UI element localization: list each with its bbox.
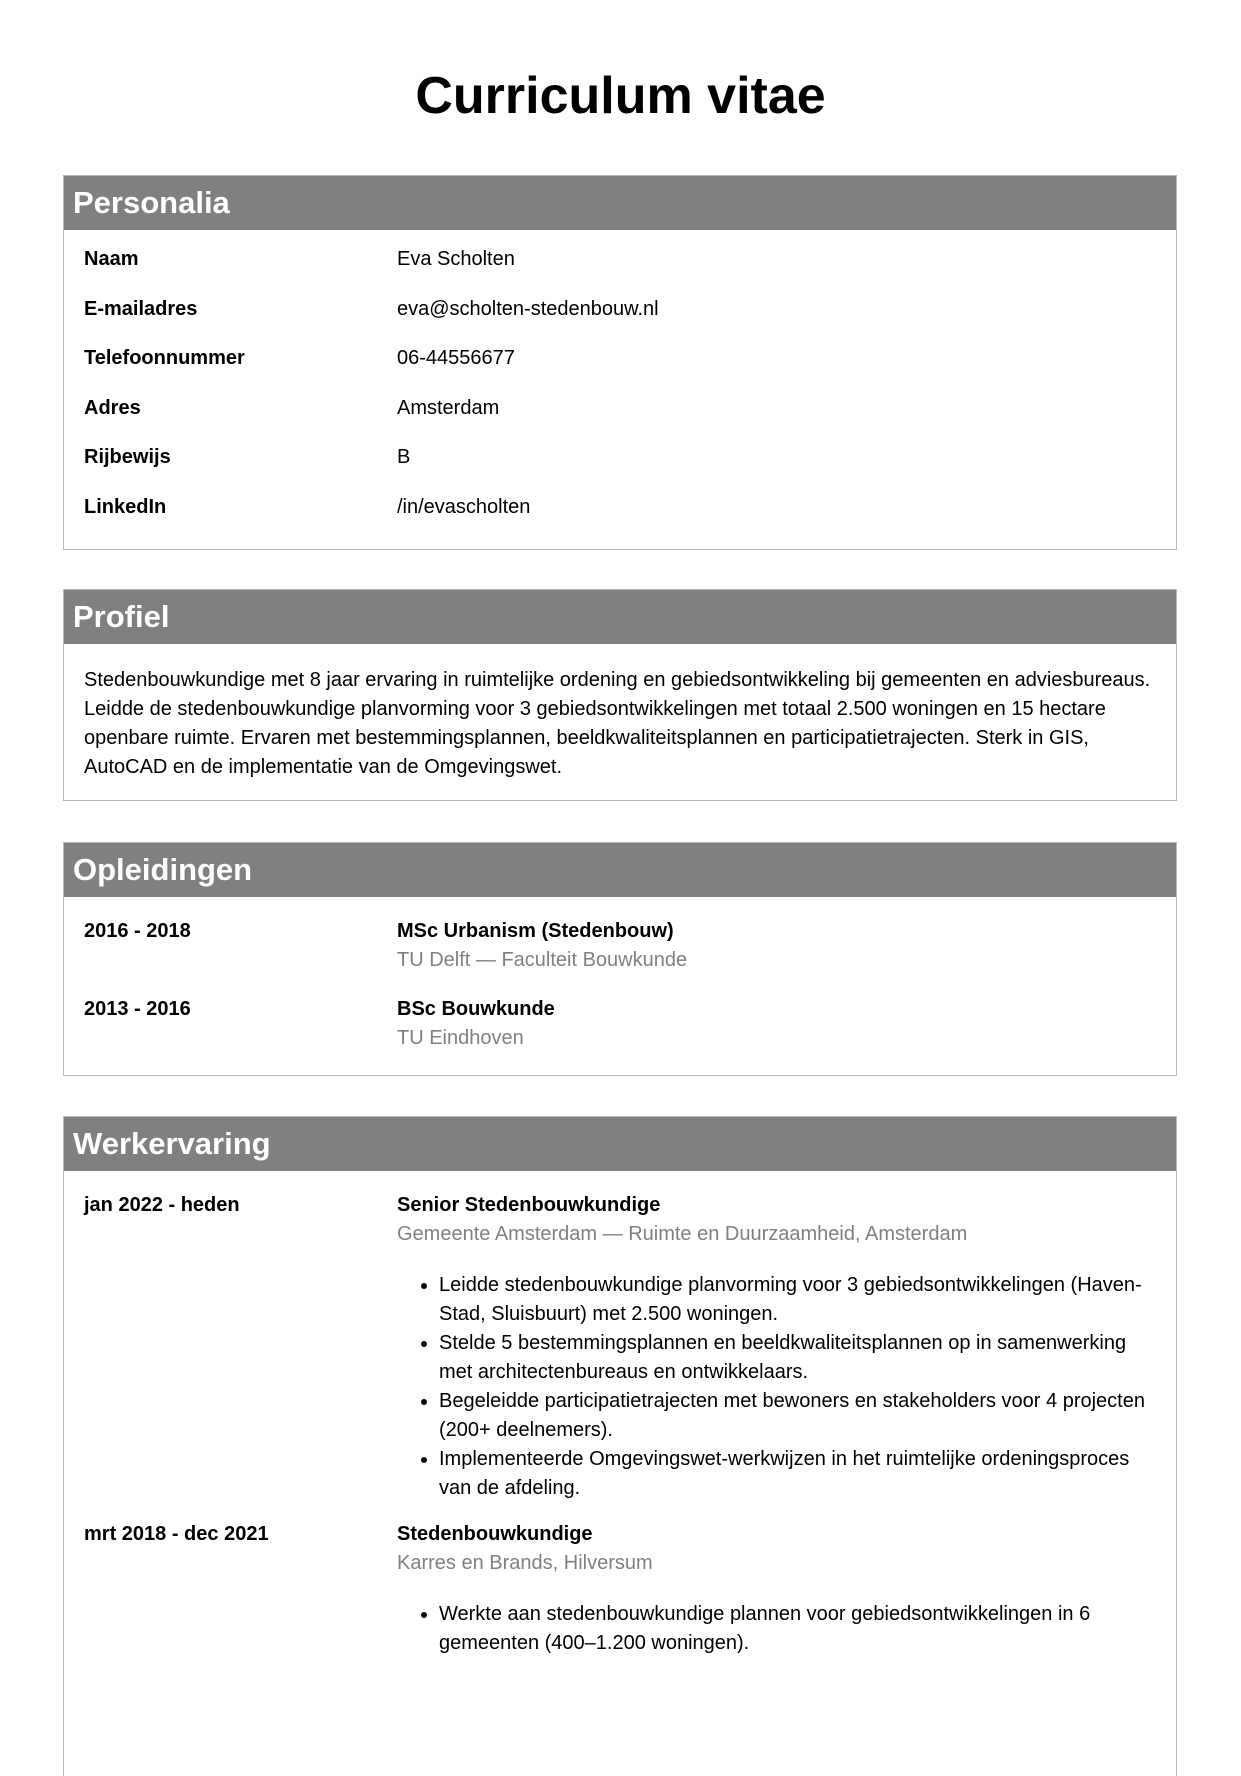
education-institution: TU Eindhoven xyxy=(397,1027,524,1049)
opleidingen-section xyxy=(63,842,1177,1076)
field-value: B xyxy=(397,446,411,469)
education-entry xyxy=(84,917,1156,995)
education-entry xyxy=(84,995,1156,1053)
personalia-row-email xyxy=(84,295,1156,345)
page-title: Curriculum vitae xyxy=(415,67,826,125)
education-title: BSc Bouwkunde xyxy=(397,998,555,1020)
education-institution: TU Delft — Faculteit Bouwkunde xyxy=(397,949,688,971)
work-entry xyxy=(84,1520,1156,1658)
werkervaring-section xyxy=(63,1116,1177,1776)
work-title: Stedenbouwkundige xyxy=(397,1523,593,1545)
work-bullets xyxy=(397,1600,1156,1658)
list-item: • Stelde 5 bestemmingsplannen en beeldkwaliteitsplannen op in samenwerking met architectenbureaus en ontwikkelaars. xyxy=(439,1329,1156,1387)
work-period: jan 2022 - heden xyxy=(84,1194,240,1216)
work-title: Senior Stedenbouwkundige xyxy=(397,1194,661,1216)
education-period: 2016 - 2018 xyxy=(84,920,191,942)
field-label: Rijbewijs xyxy=(84,446,171,469)
education-period: 2013 - 2016 xyxy=(84,998,191,1020)
personalia-row-adres xyxy=(84,394,1156,444)
field-value: Amsterdam xyxy=(397,396,500,419)
personalia-row-rijbewijs xyxy=(84,443,1156,493)
education-title: MSc Urbanism (Stedenbouw) xyxy=(397,920,674,942)
field-label: Naam xyxy=(84,248,139,270)
field-value: 06-44556677 xyxy=(397,347,515,370)
work-bullets xyxy=(397,1271,1156,1503)
field-value: /in/evascholten xyxy=(397,495,531,518)
work-entry xyxy=(84,1191,1156,1503)
field-label: E-mailadres xyxy=(84,297,198,320)
personalia-heading: Personalia xyxy=(64,176,1176,230)
field-value: Eva Scholten xyxy=(397,248,515,270)
list-item: • Werkte aan stedenbouwkundige plannen voor gebiedsontwikkelingen in 6 gemeenten (400–1.200 woningen). xyxy=(439,1600,1156,1658)
personalia-section xyxy=(63,175,1177,550)
work-employer: Karres en Brands, Hilversum xyxy=(397,1552,653,1574)
profiel-heading: Profiel xyxy=(64,590,1176,644)
field-label: Telefoonnummer xyxy=(84,347,245,370)
personalia-row-linkedin xyxy=(84,493,1156,543)
work-employer: Gemeente Amsterdam — Ruimte en Duurzaamheid, Amsterdam xyxy=(397,1223,968,1245)
field-label: LinkedIn xyxy=(84,495,167,518)
field-value: eva@scholten-stedenbouw.nl xyxy=(397,297,659,320)
profiel-section xyxy=(63,589,1177,801)
personalia-row-telefoon xyxy=(84,344,1156,394)
work-period: mrt 2018 - dec 2021 xyxy=(84,1523,269,1545)
field-label: Adres xyxy=(84,396,141,419)
opleidingen-heading: Opleidingen xyxy=(64,843,1176,897)
personalia-row-naam xyxy=(84,245,1156,295)
list-item: • Begeleidde participatietrajecten met bewoners en stakeholders voor 4 projecten (200+ deelnemers). xyxy=(439,1387,1156,1445)
werkervaring-heading: Werkervaring xyxy=(64,1117,1176,1171)
list-item: • Leidde stedenbouwkundige planvorming voor 3 gebiedsontwikkelingen (Haven-Stad, Sluisbuurt) met 2.500 woningen. xyxy=(439,1271,1156,1329)
profile-text: Stedenbouwkundige met 8 jaar ervaring in ruimtelijke ordening en gebiedsontwikkeling bij gemeenten en adviesbureaus. Leidde de stedenbouwkundige planvorming voor 3 gebiedsontwikkelingen met totaal 2.500 woningen en 15 hectare openbare ruimte. Ervaren met bestemmingsplannen, beeldkwaliteitsplannen en participatietrajecten. Sterk in GIS, AutoCAD en de implementatie van de Omgevingswet. xyxy=(84,669,1151,778)
list-item: • Implementeerde Omgevingswet-werkwijzen in het ruimtelijke ordeningsproces van de afdeling. xyxy=(439,1445,1156,1503)
